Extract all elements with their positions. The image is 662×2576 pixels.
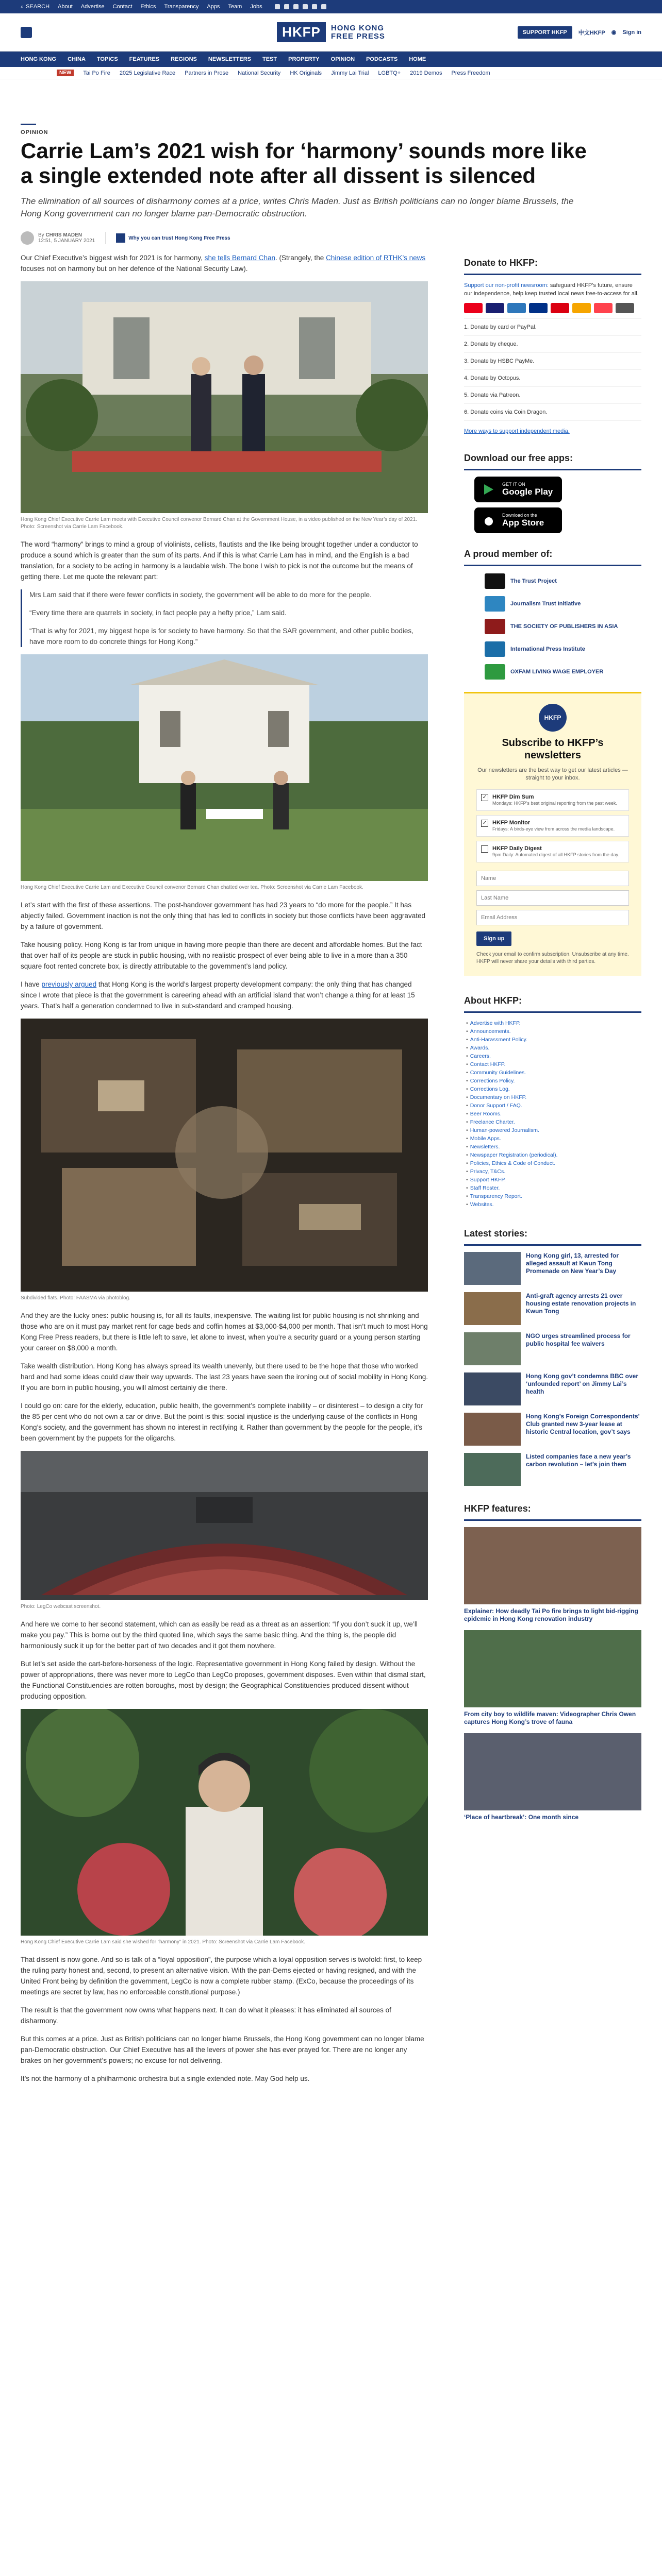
checkbox[interactable]: ✓ <box>481 820 488 827</box>
paypal-icon <box>529 303 548 313</box>
feature-story[interactable]: Explainer: How deadly Tai Po fire brings to light bid-rigging epidemic in Hong Kong renovation industry <box>464 1527 641 1623</box>
member-heading: A proud member of: <box>464 544 641 566</box>
nav-item-topics[interactable]: TOPICS <box>96 56 118 62</box>
publish-date: 12:51, 5 JANUARY 2021 <box>38 238 95 244</box>
topbar-link-advertise[interactable]: Advertise <box>80 4 105 10</box>
apple-icon <box>483 514 495 527</box>
oxfam-logo <box>485 664 505 680</box>
donate-heading: Donate to HKFP: <box>464 252 641 275</box>
nav-item-newsletters[interactable]: NEWSLETTERS <box>208 56 251 62</box>
about-link[interactable]: • Policies, Ethics & Code of Conduct. <box>471 1159 641 1167</box>
figure-caption: Subdivided flats. Photo: FAASMA via photoblog. <box>21 1295 130 1301</box>
content-container <box>21 124 641 2082</box>
about-link[interactable]: • Anti-Harassment Policy. <box>471 1036 641 1044</box>
paragraph: But this comes at a price. Just as British politicians can no longer blame Brussels, the Hong Kong government can no longer blame pan-Democratic obstruction. Our Chief Executive has all the levers of power she has ever prayed for. There are no longer any brakes on her government’s powers; no excuse for not delivering. <box>21 2035 424 2064</box>
about-link[interactable]: • Mobile Apps. <box>471 1134 641 1143</box>
search-icon: ⌕ <box>21 3 24 10</box>
about-link[interactable]: • Community Guidelines. <box>471 1069 641 1077</box>
about-list <box>464 1019 641 1209</box>
about-link[interactable]: • Staff Roster. <box>471 1184 641 1192</box>
about-link[interactable]: • Transparency Report. <box>471 1192 641 1200</box>
donate-link[interactable]: Support our non-profit newsroom: <box>464 282 549 289</box>
latest-story[interactable]: Anti-graft agency arrests 21 over housing estate renovation projects in Kwun Tong <box>464 1292 641 1325</box>
story-thumbnail[interactable] <box>464 1292 521 1325</box>
paragraph: The word “harmony” brings to mind a group of violinists, cellists, flautists and the like being brought together under a conductor to produce a sound which is greater than the sum of its parts. And if this is what Carrie Lam has in mind, and the English is a bad translation, for a society to be acting in harmony is a laudable wish. The bone I wish to pick is not the outcome but the means of getting there. Let me quote the relevant part: <box>21 540 418 581</box>
sidebar <box>464 252 641 1828</box>
trust-promo[interactable]: Why you can trust Hong Kong Free Press <box>116 233 230 243</box>
nav-item-property[interactable]: PROPERTY <box>288 56 320 62</box>
latest-story[interactable]: Listed companies face a new year’s carbon revolution – let’s join them <box>464 1453 641 1486</box>
support-hkfp-button[interactable]: SUPPORT HKFP <box>518 26 572 39</box>
newsletter-subtitle: Our newsletters are the best way to get our latest articles — straight to your inbox. <box>477 767 628 781</box>
about-link[interactable]: • Privacy, T&Cs. <box>471 1167 641 1176</box>
nav-item-podcasts[interactable]: PODCASTS <box>366 56 398 62</box>
donate-option[interactable]: 5. Donate via Patreon. <box>464 387 641 404</box>
topbar-link-jobs[interactable]: Jobs <box>250 4 262 10</box>
paragraph: It’s not the harmony of a philharmonic orchestra but a single extended note. May God help us. <box>21 2075 310 2082</box>
cheque-icon <box>616 303 634 313</box>
about-link[interactable]: • Donor Support / FAQ. <box>471 1101 641 1110</box>
newsletter-option-dimsum[interactable]: ✓ HKFP Dim Sum Mondays: HKFP’s best original reporting from the past week. <box>476 789 629 811</box>
paragraph: But let’s set aside the cart-before-horseness of the logic. Representative government in Hong Kong failed by design. Without the power of appropriations, there was never more to LegCo than LegCo proposes, government disposes. Even within that dismal start, the Functional Constituencies are rotten boroughs, most by design; the Geographical Constituencies produced dissent without producing opposition. <box>21 1660 426 1700</box>
donate-option[interactable]: 4. Donate by Octopus. <box>464 370 641 387</box>
nav-item-opinion[interactable]: OPINION <box>330 56 355 62</box>
topbar-link-ethics[interactable]: Ethics <box>140 4 156 10</box>
payment-icons <box>464 303 641 313</box>
feature-thumbnail[interactable] <box>464 1630 641 1707</box>
about-link[interactable]: • Human-powered Journalism. <box>471 1126 641 1134</box>
about-link[interactable]: • Careers. <box>471 1052 641 1060</box>
article-body <box>21 252 428 2091</box>
newsletter-option-digest[interactable]: HKFP Daily Digest 9pm Daily: Automated digest of all HKFP stories from the day. <box>476 841 629 862</box>
paragraph: The result is that the government now owns what happens next. It can do what it pleases: it has eliminated all sources of disharmony. <box>21 2006 391 2025</box>
main-nav <box>0 52 662 67</box>
member-jti[interactable]: Journalism Trust Initiative <box>485 596 641 612</box>
logo-text: HONG KONG FREE PRESS <box>330 23 385 41</box>
photo-legco-chamber[interactable] <box>21 1451 428 1600</box>
member-ipi[interactable]: International Press Institute <box>485 641 641 657</box>
instagram-icon[interactable] <box>293 4 299 9</box>
about-link[interactable]: • Freelance Charter. <box>471 1118 641 1126</box>
member-sopa[interactable]: THE SOCIETY OF PUBLISHERS IN ASIA <box>485 619 641 634</box>
about-link[interactable]: • Contact HKFP. <box>471 1060 641 1069</box>
about-link[interactable]: • Beer Rooms. <box>471 1110 641 1118</box>
chinese-edition-link[interactable]: 中文HKFP <box>578 29 605 36</box>
paragraph: And they are the lucky ones: public housing is, for all its faults, inexpensive. The waiting list for public housing is not shrinking and those who are on it must pay market rent for cage beds and coffin homes at $3,000-$4,000 per month. That isn’t much to most Hong Kong Free Press readers, but there is little left to save, let alone to invest, when you’re a security guard or a young person starting your career on $8,000 a month. <box>21 1312 428 1352</box>
signup-button[interactable]: Sign up <box>476 931 511 946</box>
paragraph: Our Chief Executive’s biggest wish for 2021 is for harmony, she tells Bernard Chan. (Strangely, the Chinese edition of RTHK’s news focuses not on harmony but on her defence of the National Security Law). <box>21 254 426 273</box>
nav-item-home[interactable]: HOME <box>409 56 426 62</box>
visa-icon <box>486 303 504 313</box>
octopus-icon <box>572 303 591 313</box>
photo-carrie-lam-video[interactable] <box>21 1709 428 1936</box>
twitter-icon[interactable] <box>284 4 289 9</box>
donate-option[interactable]: 6. Donate coins via Coin Dragon. <box>464 404 641 421</box>
donate-option[interactable]: 1. Donate by card or PayPal. <box>464 319 641 336</box>
donate-option[interactable]: 2. Donate by cheque. <box>464 336 641 353</box>
trending-item[interactable]: Jimmy Lai Trial <box>331 70 369 76</box>
top-utility-bar <box>0 0 662 13</box>
paragraph: Let’s start with the first of these assertions. The post-handover government has had 23 years to “do more for the people.” It has abjectly failed. Government inaction is not the only thing that has led to conflicts in society but those conflicts have been aggravated by a failure of government. <box>21 901 425 930</box>
rss-icon[interactable] <box>321 4 326 9</box>
about-link[interactable]: • Announcements. <box>471 1027 641 1036</box>
facebook-icon[interactable] <box>275 4 280 9</box>
latest-story[interactable]: Hong Kong’s Foreign Correspondents’ Club granted new 3-year lease at historic Central location, gov’t says <box>464 1413 641 1446</box>
article-figure <box>21 1709 428 1946</box>
trending-item[interactable]: Tai Po Fire <box>83 70 110 76</box>
youtube-icon[interactable] <box>303 4 308 9</box>
donate-options <box>464 318 641 421</box>
feature-thumbnail[interactable] <box>464 1733 641 1810</box>
site-header <box>0 13 662 52</box>
figure-caption: Hong Kong Chief Executive Carrie Lam said she wished for “harmony” in 2021. Photo: Screenshot via Carrie Lam Facebook. <box>21 1939 305 1945</box>
paragraph: Take wealth distribution. Hong Kong has always spread its wealth unevenly, but there used to be the hope that those who worked hard and had some ideas could claw their way upwards. The last 23 years have seen the ironing out of social mobility in Hong Kong. If you are born in public housing, you will almost certainly die there. <box>21 1362 428 1392</box>
section-rule <box>21 124 36 125</box>
story-thumbnail[interactable] <box>464 1252 521 1285</box>
apps-heading: Download our free apps: <box>464 448 641 470</box>
paragraph: And here we come to her second statement, which can as easily be read as a threat as an assertion: “If you don’t suck it up, we’ll make you pay.” This is borne out by the third quoted line, which says the same basic thing. And the thing is, the people did harmoniously suck it up for the better part of two decades and it got them nowhere. <box>21 1620 418 1650</box>
quote-block: Mrs Lam said that if there were fewer conflicts in society, the government will be able to do more for the people. “Every time there are quarrels in society, in fact people pay a hefty price,” Lam said. “That is why for 2021, my biggest hope is for society to have harmony. So that the SAR government, and other public bodies, have more room to do concrete things for Hong Kong.” <box>21 589 428 647</box>
signin-link[interactable]: Sign in <box>622 29 641 36</box>
latest-story[interactable]: Hong Kong gov’t condemns BBC over ‘unfounded report’ on Jimmy Lai’s health <box>464 1372 641 1405</box>
about-link[interactable]: • Awards. <box>471 1044 641 1052</box>
inline-link[interactable]: she tells Bernard Chan <box>204 254 276 262</box>
email-input[interactable] <box>476 910 629 925</box>
article-title: Carrie Lam’s 2021 wish for ‘harmony’ sounds more like a single extended note after all dissent is silenced <box>21 139 587 188</box>
payme-icon <box>551 303 569 313</box>
figure-caption: Hong Kong Chief Executive Carrie Lam meets with Executive Council convenor Bernard Chan at the Government House, in a video published on the New Year’s day of 2021. Photo: Screenshot via Carrie Lam Facebook. <box>21 517 417 530</box>
latest-story[interactable]: Hong Kong girl, 13, arrested for alleged assault at Kwun Tong Promenade on New Year’s Day <box>464 1252 641 1285</box>
header-right <box>456 26 641 39</box>
features-heading: HKFP features: <box>464 1498 641 1521</box>
topbar-link-about[interactable]: About <box>58 4 73 10</box>
paragraph: Take housing policy. Hong Kong is far from unique in having more people than there are decent and affordable homes. But the fact that over half of its people are stuck in public housing, with no realistic prospect of ever being able to live in a more than a 350 square foot rented concrete box, is directly attributable to the government’s land policy. <box>21 941 422 970</box>
user-icon[interactable]: ◉ <box>611 29 617 36</box>
paragraph: I could go on: care for the elderly, education, public health, the government’s complete inability – or disinterest – to design a city for the 85 per cent who do not own a car or drive. But the point is this: social injustice is the underlying cause of the conflicts in Hong Kong’s society, and the government has shown no interest in rectifying it. Rather than government by the people for the people, it’s been government by the puppets for the oligarchs. <box>21 1402 423 1442</box>
topbar-search[interactable]: ⌕ SEARCH <box>21 3 50 10</box>
latest-heading: Latest stories: <box>464 1223 641 1246</box>
header-left <box>21 27 206 38</box>
byline-divider <box>105 232 106 244</box>
photo-tea-chat[interactable] <box>21 654 428 881</box>
logo-mark: HKFP <box>277 22 326 42</box>
about-link[interactable]: • Support HKFP. <box>471 1176 641 1184</box>
inline-link[interactable]: previously argued <box>41 980 97 988</box>
paragraph: That dissent is now gone. And so is talk of a “loyal opposition”, the purpose which a loyal opposition serves is twofold: first, to keep the ruling party honest and, second, to present an alternative vision. With the pan-Dems ejected or having resigned, and with the United Front being by definition the government, LegCo is now a complete rubber stamp. (ExCo, because the proceedings of its meetings are secret by law, has no enforceable constitutional purpose.) <box>21 1956 422 1996</box>
menu-icon[interactable] <box>21 27 32 38</box>
nav-item-regions[interactable]: REGIONS <box>171 56 197 62</box>
topbar-link-apps[interactable]: Apps <box>207 4 220 10</box>
nav-item-features[interactable]: FEATURES <box>129 56 160 62</box>
paragraph: I have previously argued that Hong Kong is the world’s largest property development company: the only thing that has changed since I wrote that piece is that the government is careering ahead with an artificial island that won’t change a thing for at least 15 years. That’s half a generation condemned to live in sub-standard and cramped housing. <box>21 980 415 1010</box>
amex-icon <box>507 303 526 313</box>
telegram-icon[interactable] <box>312 4 317 9</box>
article-subhead: The elimination of all sources of disharmony comes at a price, writes Chris Maden. Just as British politicians can no longer blame Brussels, the Hong Kong government can no longer blame pan-Democratic obstruction. <box>21 196 574 218</box>
checkbox[interactable] <box>481 845 488 853</box>
photo-subdivided-flats[interactable] <box>21 1019 428 1292</box>
newsletter-logo: HKFP <box>539 704 567 732</box>
hkfp-icon <box>116 233 125 243</box>
first-name-input[interactable] <box>476 871 629 886</box>
about-link[interactable]: • Documentary on HKFP. <box>471 1093 641 1101</box>
newsletter-option-monitor[interactable]: ✓ HKFP Monitor Fridays: A birds-eye view from across the media landscape. <box>476 815 629 837</box>
member-oxfam[interactable]: OXFAM LIVING WAGE EMPLOYER <box>485 664 641 680</box>
nav-item-china[interactable]: CHINA <box>68 56 86 62</box>
article-figure <box>21 654 428 891</box>
section-label[interactable]: OPINION <box>21 129 48 135</box>
site-logo[interactable] <box>277 22 385 42</box>
photo-lam-chan-meeting[interactable] <box>21 281 428 513</box>
author-avatar <box>21 231 34 245</box>
feature-thumbnail[interactable] <box>464 1527 641 1604</box>
newsletter-title: Subscribe to HKFP’s newsletters <box>502 737 604 761</box>
about-link[interactable]: • Websites. <box>471 1200 641 1209</box>
new-badge: NEW <box>57 70 74 76</box>
figure-caption: Hong Kong Chief Executive Carrie Lam and Executive Council convenor Bernard Chan chatted over tea. Photo: Screenshot via Carrie Lam Facebook. <box>21 885 363 890</box>
last-name-input[interactable] <box>476 890 629 906</box>
byline: By CHRIS MADEN 12:51, 5 JANUARY 2021 Why you can trust Hong Kong Free Press <box>21 231 641 245</box>
google-play-icon <box>483 483 495 496</box>
app-store-button[interactable]: Download on the App Store <box>474 507 562 533</box>
trending-item[interactable]: 2019 Demos <box>410 70 442 76</box>
inline-link[interactable]: Chinese edition of RTHK’s news <box>326 254 426 262</box>
nav-item-hong-kong[interactable]: HONG KONG <box>21 56 57 62</box>
newsletter-note: Check your email to confirm subscription. Unsubscribe at any time. HKFP will never share your details with third parties. <box>476 952 629 964</box>
trending-item[interactable]: LGBTQ+ <box>378 70 401 76</box>
about-link[interactable]: • Advertise with HKFP. <box>471 1019 641 1027</box>
trending-item[interactable]: Partners in Prose <box>185 70 229 76</box>
ipi-logo <box>485 641 505 657</box>
article-figure <box>21 281 428 531</box>
trending-item[interactable]: National Security <box>238 70 281 76</box>
trending-item[interactable]: HK Originals <box>290 70 322 76</box>
about-heading: About HKFP: <box>464 990 641 1013</box>
trust-project-logo <box>485 573 505 589</box>
topbar-link-team[interactable]: Team <box>228 4 242 10</box>
trending-item[interactable]: Press Freedom <box>451 70 490 76</box>
author-name[interactable]: CHRIS MADEN <box>45 232 82 238</box>
story-thumbnail[interactable] <box>464 1413 521 1446</box>
newsletter-box <box>464 692 641 976</box>
nav-item-test[interactable]: TEST <box>262 56 277 62</box>
latest-story[interactable]: NGO urges streamlined process for public hospital fee waivers <box>464 1332 641 1365</box>
about-link[interactable]: • Newspaper Registration (periodical). <box>471 1151 641 1159</box>
story-thumbnail[interactable] <box>464 1372 521 1405</box>
story-thumbnail[interactable] <box>464 1332 521 1365</box>
trending-nav <box>0 67 662 79</box>
checkbox[interactable]: ✓ <box>481 794 488 801</box>
about-link[interactable]: • Corrections Policy. <box>471 1077 641 1085</box>
patreon-icon <box>594 303 613 313</box>
google-play-button[interactable]: GET IT ON Google Play <box>474 477 562 502</box>
story-thumbnail[interactable] <box>464 1453 521 1486</box>
more-ways-link[interactable]: More ways to support independent media. <box>464 428 570 434</box>
member-trust-project[interactable]: The Trust Project <box>485 573 641 589</box>
social-icons <box>275 4 326 9</box>
topbar-link-transparency[interactable]: Transparency <box>164 4 199 10</box>
donate-text: Support our non-profit newsroom: safeguard HKFP’s future, ensure our independence, help keep trusted local news free-to-access for all. <box>464 282 639 297</box>
jti-logo <box>485 596 505 612</box>
feature-story[interactable]: From city boy to wildlife maven: Videographer Chris Owen captures Hong Kong’s trove of fauna <box>464 1630 641 1726</box>
sopa-logo <box>485 619 505 634</box>
trending-item[interactable]: 2025 Legislative Race <box>119 70 176 76</box>
article-figure <box>21 1019 428 1302</box>
about-link[interactable]: • Newsletters. <box>471 1143 641 1151</box>
feature-story[interactable]: ‘Place of heartbreak’: One month since <box>464 1733 641 1821</box>
topbar-link-contact[interactable]: Contact <box>112 4 133 10</box>
about-link[interactable]: • Corrections Log. <box>471 1085 641 1093</box>
donate-option[interactable]: 3. Donate by HSBC PayMe. <box>464 353 641 370</box>
article-figure <box>21 1451 428 1611</box>
figure-caption: Photo: LegCo webcast screenshot. <box>21 1604 101 1609</box>
mastercard-icon <box>464 303 483 313</box>
